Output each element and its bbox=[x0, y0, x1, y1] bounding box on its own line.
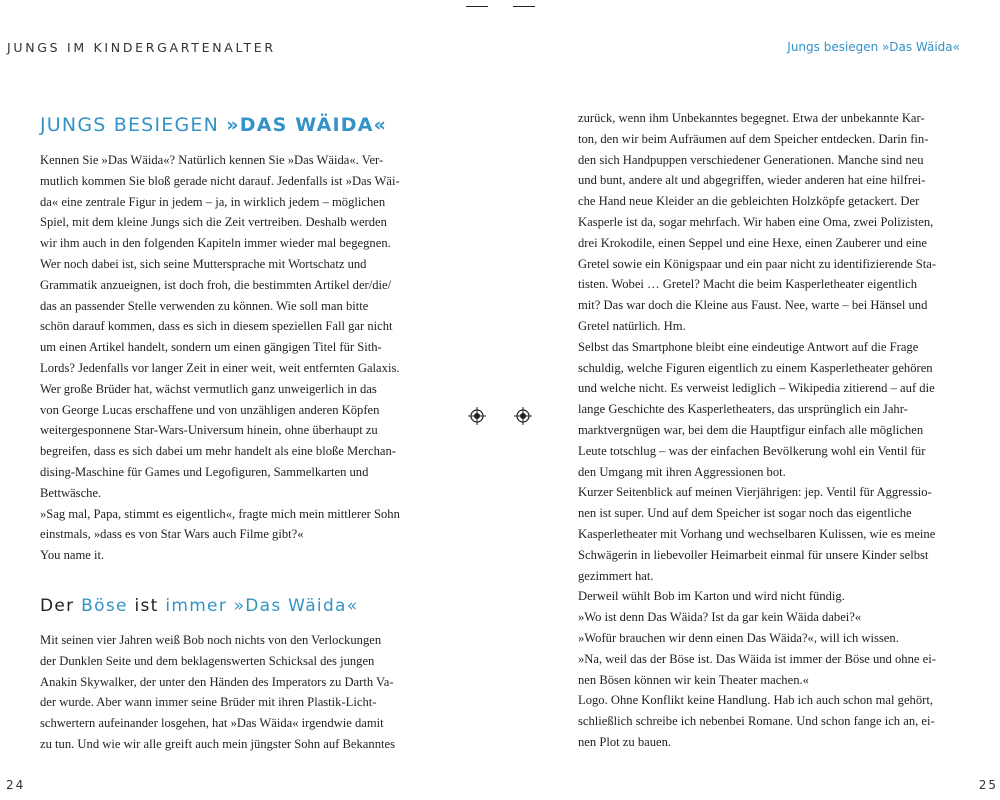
left-column-text bbox=[40, 150, 430, 566]
text-line: weitergesponnene Star-Wars-Universum hinein, ohne überhaupt zu bbox=[40, 423, 378, 438]
text-line: Gretel natürlich. Hm. bbox=[578, 318, 686, 333]
text-line: Kurzer Seitenblick auf meinen Vierjährigen: jep. Ventil für Aggressio- bbox=[578, 485, 932, 500]
text-line: schließlich schreibe ich nebenbei Romane. Und schon fange ich an, ei- bbox=[578, 714, 935, 729]
text-line: mutlich kommen Sie bloß gerade nicht darauf. Jedenfalls ist »Das Wäi- bbox=[40, 173, 400, 188]
running-header-right: Jungs besiegen »Das Wäida« bbox=[787, 40, 960, 54]
section-heading-word2: Böse bbox=[81, 596, 128, 616]
crop-mark-right bbox=[513, 6, 535, 7]
text-line: den sich Handpuppen verschiedener Generationen. Manche sind neu bbox=[578, 152, 924, 167]
text-line: der Dunklen Seite und dem beklagenswerten Schicksal des jungen bbox=[40, 653, 375, 668]
text-line: Bettwäsche. bbox=[40, 485, 102, 500]
crop-mark-left bbox=[466, 6, 488, 7]
text-line: da« eine zentrale Figur in jedem – ja, in wirklich jedem – möglichen bbox=[40, 194, 386, 209]
text-line: marktvergnügen war, bei dem die Hauptfigur einfach alle möglichen bbox=[578, 422, 924, 437]
text-line: Kennen Sie »Das Wäida«? Natürlich kennen Sie »Das Wäida«. Ver- bbox=[40, 153, 384, 167]
text-line: Kasperletheater mit Vorhang und wechselbaren Kulissen, wie es meine bbox=[578, 526, 936, 541]
text-line: »Na, weil das der Böse ist. Das Wäida ist immer der Böse und ohne ei- bbox=[578, 651, 936, 666]
text-line: gezimmert hat. bbox=[578, 568, 654, 583]
text-line: zu tun. Und wie wir alle greift auch mein jüngster Sohn auf Bekanntes bbox=[40, 736, 395, 751]
text-line: nen ist super. Und auf dem Speicher ist sogar noch das eigentliche bbox=[578, 506, 912, 521]
text-line: den Umgang mit ihren Aggressionen bot. bbox=[578, 464, 786, 479]
section-heading-word4: immer »Das Wäida« bbox=[165, 596, 359, 616]
registration-mark-icon bbox=[513, 406, 533, 426]
text-line: schuldig, welche Figuren eigentlich zu einem Kasperletheater gehören bbox=[578, 360, 933, 375]
right-column-text bbox=[578, 108, 968, 753]
text-line: der wurde. Aber wann immer seine Brüder mit ihren Plastik-Licht- bbox=[40, 695, 377, 710]
text-line: Kasperle ist da, sogar mehrfach. Wir haben eine Oma, zwei Polizisten, bbox=[578, 214, 934, 229]
text-line: Logo. Ohne Konflikt keine Handlung. Hab ich auch schon mal gehört, bbox=[578, 693, 933, 708]
text-line: drei Krokodile, einen Seppel und eine Hexe, einen Zauberer und eine bbox=[578, 235, 927, 250]
text-line: nen Plot zu bauen. bbox=[578, 734, 672, 749]
text-line: »Wo ist denn Das Wäida? Ist da gar kein Wäida dabei?« bbox=[578, 610, 862, 625]
text-line: Spiel, mit dem kleine Jungs sich die Zeit vertreiben. Deshalb werden bbox=[40, 215, 387, 230]
section-heading-word1: Der bbox=[40, 596, 82, 616]
text-line: wir ihm auch in den folgenden Kapiteln immer wieder mal begegnen. bbox=[40, 236, 391, 251]
text-line: von George Lucas erschaffene und von unzähligen anderen Köpfen bbox=[40, 402, 380, 417]
text-line: um einen Artikel handelt, sondern um einen gängigen Titel für Sith- bbox=[40, 340, 382, 355]
text-line: Schwägerin in liebevoller Heimarbeit einmal für unsere Kinder selbst bbox=[578, 547, 929, 562]
text-line: und bunt, andere alt und abgegriffen, wieder anderen hat eine hilfrei- bbox=[578, 173, 926, 188]
chapter-title-part2: »DAS WÄIDA« bbox=[226, 114, 388, 136]
chapter-title bbox=[40, 114, 387, 136]
text-line: »Wofür brauchen wir denn einen Das Wäida?«, will ich wissen. bbox=[578, 630, 899, 645]
text-line: lange Geschichte des Kasperletheaters, das ursprünglich ein Jahr- bbox=[578, 402, 908, 417]
text-line: einstmals, »dass es von Star Wars auch Filme gibt?« bbox=[40, 527, 304, 542]
text-line: tisten. Wobei … Gretel? Macht die beim Kasperletheater eigentlich bbox=[578, 277, 918, 292]
section-heading-word3: ist bbox=[127, 596, 166, 616]
text-line: schön darauf kommen, dass es sich in diesem speziellen Fall gar nicht bbox=[40, 319, 393, 334]
text-line: Derweil wühlt Bob im Karton und wird nicht fündig. bbox=[578, 589, 845, 604]
text-line: Wer große Brüder hat, wächst vermutlich ganz unweigerlich in das bbox=[40, 381, 377, 396]
text-line: zurück, wenn ihm Unbekanntes begegnet. Etwa der unbekannte Kar- bbox=[578, 111, 925, 125]
text-line: Gretel sowie ein Königspaar und ein paar nicht zu identifizierende Sta- bbox=[578, 256, 937, 271]
text-line: Selbst das Smartphone bleibt eine eindeutige Antwort auf die Frage bbox=[578, 339, 919, 354]
chapter-title-part1: JUNGS BESIEGEN bbox=[40, 114, 227, 136]
text-line: Grammatik anzueignen, ist doch froh, die bestimmten Artikel der/die/ bbox=[40, 277, 392, 292]
text-line: You name it. bbox=[40, 548, 105, 563]
text-line: das an passender Stelle verwenden zu können. Wie soll man bitte bbox=[40, 298, 369, 313]
text-line: schwertern aufeinander losgehen, hat »Das Wäida« irgendwie damit bbox=[40, 716, 384, 731]
text-line: Lords? Jedenfalls vor langer Zeit in einer weit, weit entfernten Galaxis. bbox=[40, 360, 400, 375]
text-line: »Sag mal, Papa, stimmt es eigentlich«, fragte mich mein mittlerer Sohn bbox=[40, 506, 400, 521]
left-column-text-2 bbox=[40, 630, 430, 755]
text-line: nen Bösen können wir kein Theater machen.« bbox=[578, 672, 809, 687]
text-line: Wer noch dabei ist, sich seine Muttersprache mit Wortschatz und bbox=[40, 256, 367, 271]
text-line: che Hand neue Kleider an die gebleichten Holzköpfe getackert. Der bbox=[578, 194, 920, 209]
page-number-left: 24 bbox=[6, 778, 26, 792]
text-line: begreifen, dass es sich dabei um mehr handelt als eine bloße Merchan- bbox=[40, 444, 396, 459]
text-line: Mit seinen vier Jahren weiß Bob noch nichts von den Verlockungen bbox=[40, 633, 382, 647]
text-line: und welche nicht. Es verweist lediglich – Wikipedia zitierend – auf die bbox=[578, 381, 935, 396]
text-line: dising-Maschine für Games und Legofiguren, Sammelkarten und bbox=[40, 464, 369, 479]
text-line: Anakin Skywalker, der unter den Händen des Imperators zu Darth Va- bbox=[40, 674, 394, 689]
running-header-left: JUNGS IM KINDERGARTENALTER bbox=[7, 40, 276, 55]
registration-mark-icon bbox=[467, 406, 487, 426]
text-line: mit? Das war doch die Kleine aus Faust. Nee, warte – bei Hänsel und bbox=[578, 298, 928, 313]
page-number-right: 25 bbox=[978, 778, 998, 792]
section-heading bbox=[40, 596, 358, 616]
text-line: ton, den wir beim Aufräumen auf dem Speicher entdecken. Darin fin- bbox=[578, 131, 929, 146]
text-line: Leute totschlug – was der einfachen Bevölkerung wohl ein Ventil für bbox=[578, 443, 926, 458]
